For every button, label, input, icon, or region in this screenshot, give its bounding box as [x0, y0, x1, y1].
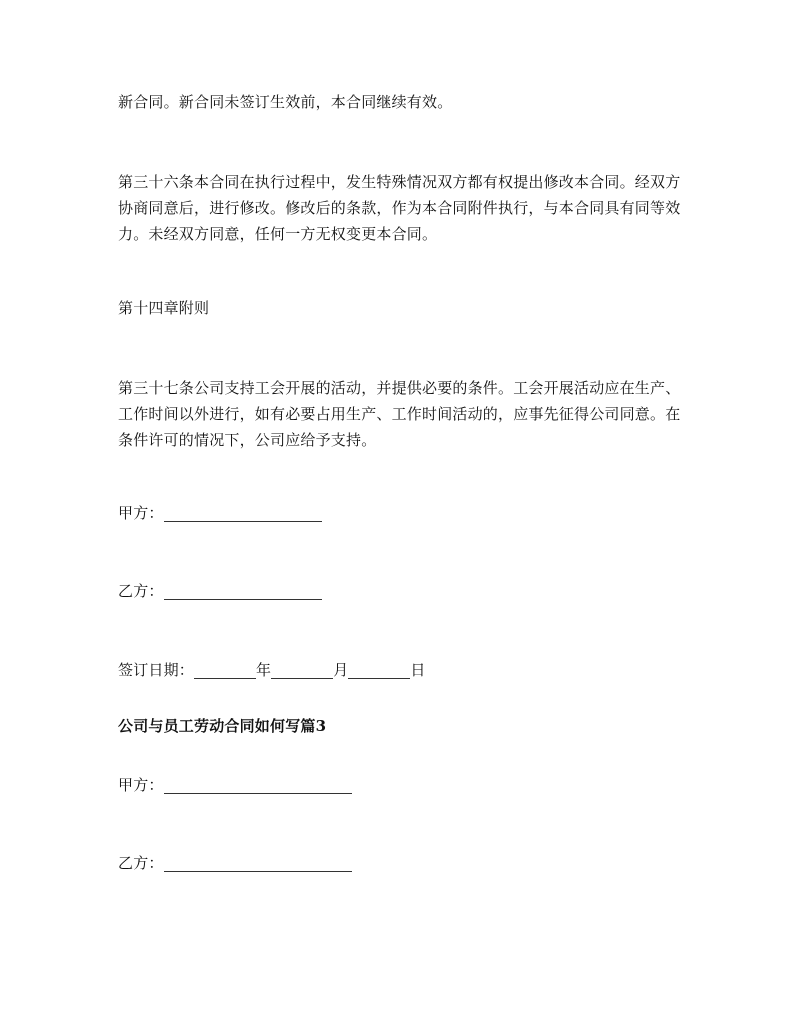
party-b-label: 乙方：: [118, 582, 164, 600]
month-label: 月: [333, 661, 349, 679]
month-blank: [271, 660, 333, 679]
section3-party-a-blank: [164, 775, 352, 794]
day-label: 日: [410, 661, 426, 679]
section3-party-a-line: [118, 772, 683, 798]
party-b-blank: [164, 581, 322, 600]
section3-party-a-label: 甲方：: [118, 776, 164, 794]
party-a-label: 甲方：: [118, 504, 164, 522]
sign-date-line: [118, 657, 683, 683]
section3-party-b-line: [118, 850, 683, 876]
year-blank: [194, 660, 256, 679]
section-title: 公司与员工劳动合同如何写篇3: [118, 717, 327, 735]
year-label: 年: [256, 661, 272, 679]
day-blank: [348, 660, 410, 679]
sign-date-label: 签订日期：: [118, 661, 195, 679]
paragraph-article-37: 第三十七条公司支持工会开展的活动，并提供必要的条件。工会开展活动应在生产、工作时间以外进行，如有必要占用生产、工作时间活动的，应事先征得公司同意。在条件许可的情况下，公司应给予支持。: [118, 379, 681, 449]
party-a-blank: [164, 503, 322, 522]
party-b-signature-line: [118, 578, 683, 604]
chapter-heading-appendix: 第十四章附则: [118, 299, 210, 317]
paragraph-contract-validity: 新合同。新合同未签订生效前，本合同继续有效。: [118, 93, 453, 111]
paragraph-article-36: 第三十六条本合同在执行过程中，发生特殊情况双方都有权提出修改本合同。经双方协商同意后，进行修改。修改后的条款，作为本合同附件执行，与本合同具有同等效力。未经双方同意，任何一方无权变更本合同。: [118, 173, 681, 243]
section3-party-b-label: 乙方：: [118, 854, 164, 872]
section3-party-b-blank: [164, 853, 352, 872]
party-a-signature-line: [118, 500, 683, 526]
